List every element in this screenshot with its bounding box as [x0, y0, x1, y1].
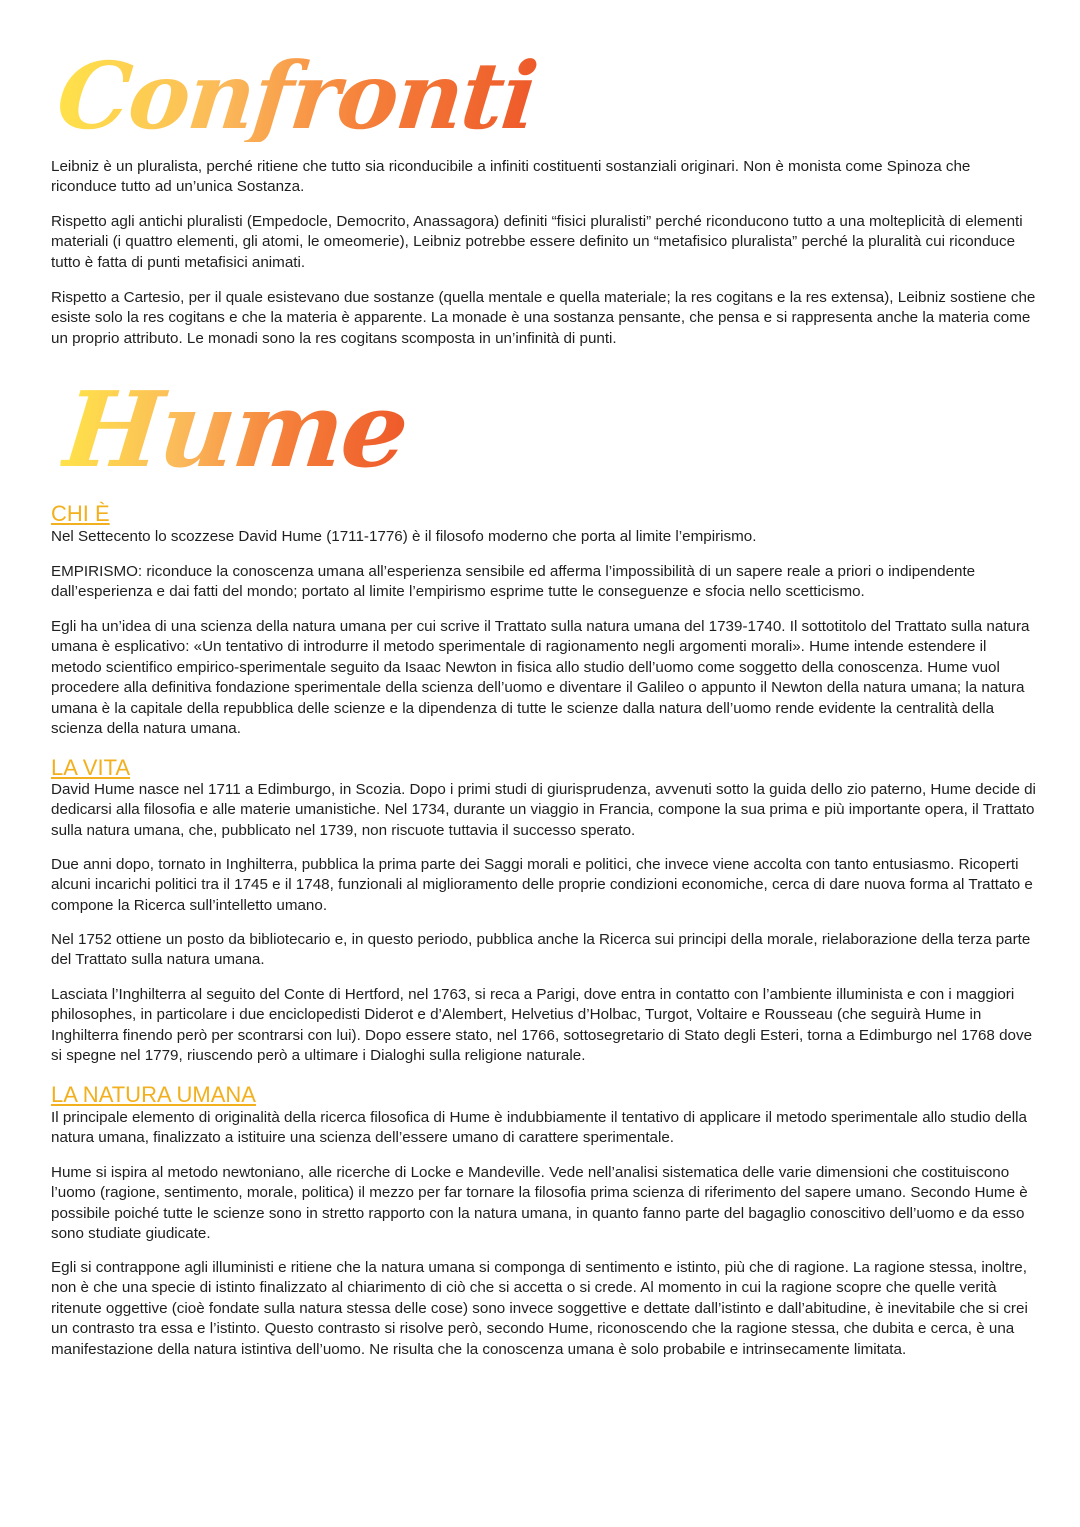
section-title-confronti: Confronti: [52, 42, 541, 150]
heading-la-natura-umana: LA NATURA UMANA: [51, 1082, 256, 1107]
heading-chi-e: CHI È: [51, 501, 110, 526]
la-vita-body: [51, 780, 1036, 841]
confronti-body: [51, 288, 1036, 349]
section-title-hume: Hume: [57, 368, 413, 491]
paragraph: Rispetto agli antichi pluralisti (Empedocle, Democrito, Anassagora) definiti “fisici pluralisti” perché riconducono tutto a una molteplicità di elementi materiali (i quattro elementi, gli atomi, le omeomerie), Leibniz potrebbe essere definito un “metafisico pluralista” perché la pluralità cui riconduce tutto è fatta di punti metafisici animati.: [51, 213, 1023, 271]
la-vita-body: [51, 985, 1036, 1067]
natura-umana-body: [51, 1163, 1036, 1245]
paragraph: Egli si contrappone agli illuministi e ritiene che la natura umana si componga di sentimento e istinto, più che di ragione. La ragione stessa, inoltre, non è che una specie di istinto finalizzato al chiarimento di ciò che si accetta o si crede. Al momento in cui la ragione scopre che quelle verità ritenute oggettive (cioè fondate sulla natura stessa delle cose) sono invece soggettive e dettate dall’istinto e dall’abitudine, è inevitabile che si crei un contrasto tra essa e l’istinto. Questo contrasto si risolve però, secondo Hume, riconoscendo che la ragione stessa, che dubita e cerca, è una manifestazione della natura istintiva dell’uomo. Ne risulta che la conoscenza umana è solo probabile e intrinsecamente limitata.: [51, 1259, 1028, 1358]
natura-umana-body: [51, 1258, 1036, 1360]
chi-e-body: [51, 562, 1036, 603]
paragraph: Leibniz è un pluralista, perché ritiene che tutto sia riconducibile a infiniti costituenti sostanziali originari. Non è monista come Spinoza che riconduce tutto ad un’unica Sostanza.: [51, 158, 971, 196]
paragraph: Nel Settecento lo scozzese David Hume (1711-1776) è il filosofo moderno che porta al limite l’empirismo.: [51, 528, 757, 545]
confronti-body: [51, 157, 1036, 198]
confronti-body: [51, 212, 1036, 273]
paragraph: David Hume nasce nel 1711 a Edimburgo, in Scozia. Dopo i primi studi di giurisprudenza, avvenuti sotto la guida dello zio paterno, Hume decide di dedicarsi alla filosofia e alle materie umanistiche. Nel 1734, durante un viaggio in Francia, compone la sua prima e più importante opera, il Trattato sulla natura umana, che, pubblicato nel 1739, non riscuote tuttavia il successo sperato.: [51, 781, 1036, 839]
paragraph: Lasciata l’Inghilterra al seguito del Conte di Hertford, nel 1763, si reca a Parigi, dove entra in contatto con l’ambiente illuminista e con i maggiori philosophes, in particolare i due enciclopedisti Diderot e d’Alembert, Helvetius d’Holbac, Turgot, Voltaire e Rousseau (che seguirà Hume in Inghilterra finendo però per scontrarsi con lui). Dopo essere stato, nel 1766, sottosegretario di Stato degli Esteri, torna a Edimburgo nel 1768 dove si spegne nel 1779, riuscendo però a ultimare i Dialoghi sulla religione naturale.: [51, 986, 1033, 1065]
paragraph: Hume si ispira al metodo newtoniano, alle ricerche di Locke e Mandeville. Vede nell’analisi sistematica delle varie dimensioni che costituiscono l’uomo (ragione, sentimento, morale, politica) il mezzo per far tornare la filosofia prima scienza di riferimento del sapere umano. Secondo Hume è possibile poiché tutte le scienze sono in stretto rapporto con la natura umana, in quanto fanno parte del bagaglio conoscitivo dell’uomo e da esso sono studiate giudicate.: [51, 1164, 1028, 1243]
paragraph: Nel 1752 ottiene un posto da bibliotecario e, in questo periodo, pubblica anche la Ricerca sui principi della morale, rielaborazione della terza parte del Trattato sulla natura umana.: [51, 931, 1031, 969]
la-vita-body: [51, 855, 1036, 916]
paragraph: Rispetto a Cartesio, per il quale esistevano due sostanze (quella mentale e quella materiale; la res cogitans e la res extensa), Leibniz sostiene che esiste solo la res cogitans e che la materia è apparente. La monade è una sostanza pensante, che pensa e si rappresenta anche la materia come un proprio attributo. Le monadi sono la res cogitans scomposta in un’infinità di punti.: [51, 289, 1036, 347]
paragraph: Il principale elemento di originalità della ricerca filosofica di Hume è indubbiamente il tentativo di applicare il metodo sperimentale allo studio della natura umana, finalizzato a istituire una scienza dell’essere umano di carattere sperimentale.: [51, 1109, 1027, 1147]
paragraph: Egli ha un’idea di una scienza della natura umana per cui scrive il Trattato sulla natura umana del 1739-1740. Il sottotitolo del Trattato sulla natura umana è esplicativo: «Un tentativo di introdurre il metodo sperimentale di ragionamento negli argomenti morali». Hume intende estendere il metodo scientifico empirico-sperimentale seguito da Isaac Newton in fisica allo studio dell’uomo come soggetto della conoscenza. Hume vuol procedere alla definitiva fondazione sperimentale della scienza dell’uomo e diventare il Galileo o appunto il Newton della natura umana; la natura umana è la capitale della repubblica delle scienze e la dipendenza di tutte le scienze dalla natura dell’uomo rende evidente la centralità della scienza della natura umana.: [51, 618, 1030, 738]
chi-e-body: [51, 527, 1036, 547]
chi-e-body: [51, 617, 1036, 739]
heading-la-vita: LA VITA: [51, 755, 131, 780]
natura-umana-body: [51, 1108, 1036, 1149]
paragraph: Due anni dopo, tornato in Inghilterra, pubblica la prima parte dei Saggi morali e politici, che invece viene accolta con tanto entusiasmo. Ricoperti alcuni incarichi politici tra il 1745 e il 1748, funzionali al miglioramento delle proprie condizioni economiche, cerca di dare nuova forma al Trattato e compone la Ricerca sull’intelletto umano.: [51, 856, 1033, 914]
paragraph: EMPIRISMO: riconduce la conoscenza umana all’esperienza sensibile ed afferma l’impossibilità di un sapere reale a priori o indipendente dall’esperienza e dai fatti del mondo; portato al limite l’empirismo esprime tutte le conseguenze e sfocia nello scetticismo.: [51, 563, 976, 601]
la-vita-body: [51, 930, 1036, 971]
